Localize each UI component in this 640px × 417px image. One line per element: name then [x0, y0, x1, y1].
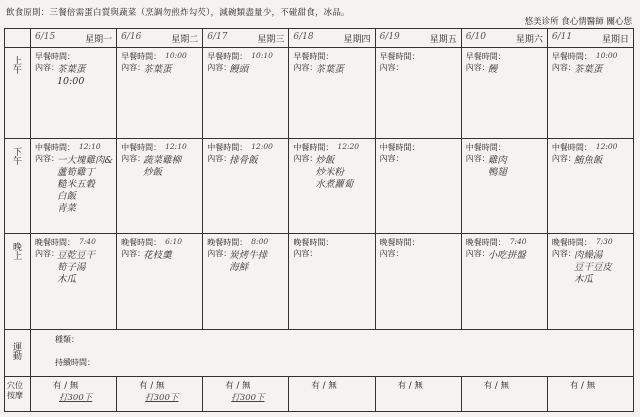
meal-content-label: 內容： [121, 153, 146, 163]
meal-time-value: 8:00 [251, 236, 269, 246]
noon-cell [31, 138, 117, 233]
clinic-name: 悠美诊所 食心情醫師 關心您 [524, 17, 632, 27]
exercise-cell [31, 330, 634, 377]
morning-label: 上午 [11, 56, 21, 75]
exercise-label: 運動 [11, 341, 21, 360]
meal-item: 青菜 [57, 202, 77, 214]
morning-cell [203, 48, 289, 138]
meal-time-label: 中餐時間： [35, 142, 75, 152]
day-date: 6/17 [207, 31, 228, 42]
meal-item: 10:00 [57, 76, 85, 88]
meal-time-label: 晚餐時間： [121, 237, 162, 247]
noon-label: 下午 [11, 146, 21, 165]
morning-row [5, 48, 634, 138]
diet-rule-text: 飲食原則：三餐倍需蛋白質與蔬菜（烹調勿煎炸勾芡），減碗類盡量少，不碰甜食，冰品。 [6, 8, 350, 18]
meal-content-label: 內容： [207, 63, 232, 73]
meal-item: 炒飯 [143, 166, 163, 178]
meal-time-value: 12:00 [251, 141, 273, 151]
meal-content-label: 內容： [465, 153, 490, 163]
noon-cell [203, 138, 289, 233]
acupoint-cell [289, 377, 375, 412]
day-weekday: 星期一 [85, 34, 113, 45]
meal-item: 木瓜 [57, 273, 77, 285]
morning-cell [375, 48, 461, 138]
meal-time-label: 早餐時間： [379, 52, 420, 62]
evening-cell [461, 233, 547, 329]
meal-time-label: 早餐時間： [551, 52, 592, 62]
meal-item: 一大塊雞肉& [57, 154, 113, 166]
header-cell [375, 29, 461, 48]
yes-no-label: 有 / 無 [483, 381, 509, 392]
meal-item: 炒米粉 [315, 166, 344, 178]
acupoint-note: 打300下 [231, 393, 265, 404]
meal-time-label: 中餐時間： [465, 142, 506, 152]
morning-cell [117, 48, 203, 138]
meal-item: 炒飯 [315, 154, 335, 166]
morning-cell [461, 48, 547, 138]
header-cell [31, 29, 117, 48]
meal-content-label: 內容： [121, 63, 146, 73]
meal-time-label: 晚餐時間： [379, 237, 420, 247]
meal-content-label: 內容： [35, 153, 59, 163]
exercise-duration-label: 持續時間： [55, 358, 95, 368]
meal-item: 肉燥湯 [573, 249, 603, 261]
meal-content-label: 內容： [293, 63, 318, 73]
morning-cell [289, 48, 375, 138]
meal-item: 茶葉蛋 [573, 64, 603, 76]
evening-cell [289, 233, 375, 329]
meal-time-label: 晚餐時間： [207, 237, 248, 247]
meal-time-value: 10:10 [251, 51, 273, 61]
acupoint-row [5, 377, 634, 412]
day-weekday: 星期二 [171, 34, 199, 45]
noon-cell [547, 138, 633, 233]
meal-content-label: 內容： [465, 248, 490, 258]
noon-row-label [5, 138, 31, 233]
meal-content-label: 內容： [379, 248, 404, 258]
meal-item: 糙米五穀 [57, 178, 96, 190]
meal-content-label: 內容： [207, 248, 232, 258]
yes-no-label: 有 / 無 [225, 381, 251, 392]
meal-time-value: 12:10 [79, 141, 101, 151]
meal-time-label: 晚餐時間： [551, 237, 592, 247]
meal-time-label: 早餐時間： [207, 52, 248, 62]
meal-content-label: 內容： [293, 153, 318, 163]
meal-time-value: 12:20 [337, 141, 360, 151]
day-weekday: 星期六 [515, 34, 543, 45]
yes-no-label: 有 / 無 [397, 381, 423, 392]
meal-item: 饅 [487, 64, 498, 76]
meal-time-value: 12:10 [165, 141, 187, 151]
meal-item: 茶葉蛋 [57, 64, 86, 76]
evening-cell [547, 233, 633, 329]
meal-time-label: 早餐時間： [35, 52, 75, 62]
header-cell [461, 29, 547, 48]
meal-content-label: 內容： [35, 63, 59, 73]
meal-item: 鴨翅 [487, 166, 507, 178]
day-date: 6/15 [35, 31, 56, 42]
meal-time-label: 中餐時間： [207, 142, 248, 152]
meal-content-label: 內容： [551, 248, 576, 258]
acupoint-note: 打300下 [145, 393, 179, 404]
meal-time-value: 10:00 [165, 51, 187, 61]
noon-cell [117, 138, 203, 233]
evening-row [5, 233, 634, 329]
meal-time-label: 早餐時間： [293, 52, 334, 62]
yes-no-label: 有 / 無 [569, 381, 596, 392]
acupoint-cell [203, 377, 289, 412]
acupoint-row-label: 穴位按摩 [5, 377, 31, 412]
exercise-row-label [5, 330, 31, 377]
meal-content-label: 內容： [35, 248, 59, 258]
noon-cell [375, 138, 461, 233]
evening-row-label [5, 233, 31, 329]
header-cell [117, 29, 203, 48]
morning-cell [547, 48, 633, 138]
meal-time-label: 中餐時間： [551, 142, 592, 152]
noon-cell [461, 138, 547, 233]
meal-item: 水煮蘿蔔 [315, 178, 354, 190]
yes-no-label: 有 / 無 [139, 381, 165, 392]
meal-item: 海鮮 [229, 261, 249, 273]
day-weekday: 星期四 [343, 34, 371, 45]
evening-cell [203, 233, 289, 329]
meal-content-label: 內容： [379, 153, 404, 163]
noon-cell [289, 138, 375, 233]
meal-time-value: 10:00 [595, 51, 618, 61]
meal-time-value: 12:00 [595, 141, 618, 151]
day-date: 6/11 [551, 31, 573, 42]
acupoint-cell [117, 377, 203, 412]
meal-item: 豆乾豆干 [57, 249, 96, 261]
yes-no-label: 有 / 無 [311, 381, 337, 392]
header-cell [289, 29, 375, 48]
meal-time-label: 中餐時間： [293, 142, 334, 152]
day-weekday: 星期三 [257, 34, 285, 45]
meal-item: 茶葉蛋 [143, 64, 172, 76]
meal-item: 炭烤牛排 [229, 249, 268, 261]
header-row-label [5, 29, 31, 48]
meal-time-label: 晚餐時間： [465, 237, 506, 247]
acupoint-cell [375, 377, 461, 412]
meal-time-value: 7:40 [509, 236, 527, 246]
acupoint-cell [461, 377, 547, 412]
meal-item: 白飯 [57, 190, 77, 202]
day-date: 6/16 [121, 31, 142, 42]
noon-row [5, 138, 634, 233]
diet-log-table [4, 28, 634, 412]
meal-item: 花枝羹 [143, 249, 172, 261]
meal-item: 蔬菜雞柳 [143, 154, 182, 166]
exercise-type-label: 種類： [55, 335, 79, 345]
evening-cell [375, 233, 461, 329]
meal-item: 豆干豆皮 [573, 261, 612, 273]
day-weekday: 星期日 [601, 34, 629, 45]
acupoint-cell [547, 377, 633, 412]
evening-label: 晚上 [11, 241, 21, 260]
acupoint-cell [31, 377, 117, 412]
meal-time-label: 中餐時間： [379, 142, 420, 152]
meal-content-label: 內容： [551, 63, 576, 73]
morning-row-label [5, 48, 31, 138]
header-row [5, 29, 634, 48]
meal-item: 饅頭 [229, 64, 249, 76]
morning-cell [31, 48, 117, 138]
meal-item: 雞肉 [487, 154, 507, 166]
meal-items [31, 155, 116, 215]
meal-item: 筍子湯 [57, 261, 86, 273]
meal-time-label: 晚餐時間： [35, 237, 75, 247]
meal-content-label: 內容： [465, 63, 490, 73]
meal-item: 木瓜 [573, 273, 593, 285]
day-date: 6/19 [379, 31, 400, 42]
day-weekday: 星期五 [429, 34, 457, 45]
meal-item: 小吃拼盤 [487, 249, 526, 261]
header-cell [203, 29, 289, 48]
meal-time-label: 早餐時間： [121, 52, 162, 62]
meal-item: 鮪魚飯 [573, 154, 603, 166]
meal-content-label: 內容： [379, 63, 404, 73]
meal-time-label: 中餐時間： [121, 142, 162, 152]
meal-content-label: 內容： [121, 248, 146, 258]
day-date: 6/18 [293, 31, 314, 42]
meal-item: 茶葉蛋 [315, 64, 344, 76]
meal-content-label: 內容： [551, 153, 576, 163]
meal-time-value: 7:30 [595, 236, 613, 246]
evening-cell [117, 233, 203, 329]
yes-no-label: 有 / 無 [53, 381, 79, 392]
meal-item: 排骨飯 [229, 154, 258, 166]
meal-content-label: 內容： [293, 248, 318, 258]
exercise-row [5, 330, 634, 377]
meal-time-label: 早餐時間： [465, 52, 506, 62]
meal-content-label: 內容： [207, 153, 232, 163]
evening-cell [31, 233, 117, 329]
header-cell [547, 29, 633, 48]
meal-time-value: 7:40 [79, 236, 96, 246]
meal-item: 蘆筍雞丁 [57, 166, 96, 178]
meal-time-value: 6:10 [165, 236, 182, 246]
acupoint-note: 打300下 [59, 393, 93, 404]
day-date: 6/10 [465, 31, 486, 42]
meal-time-label: 晚餐時間： [293, 237, 334, 247]
